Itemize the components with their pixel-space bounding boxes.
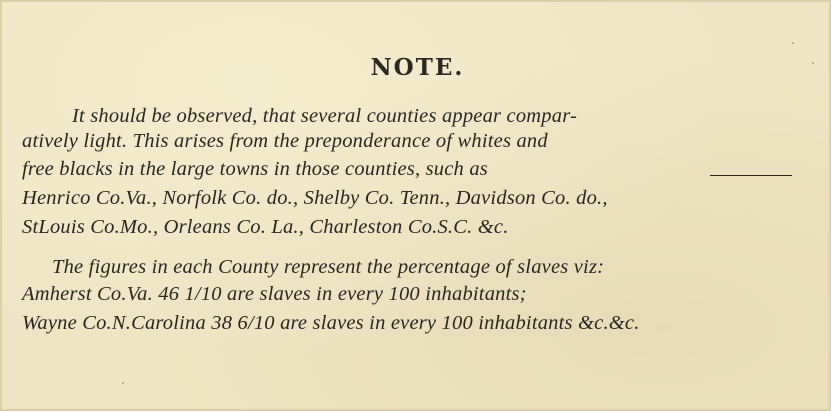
- paper-speck: [122, 382, 124, 384]
- note-line: StLouis Co.Mo., Orleans Co. La., Charleston Co.S.C. &c.: [22, 216, 509, 238]
- note-line: free blacks in the large towns in those counties, such as: [22, 158, 488, 180]
- note-line: It should be observed, that several counties appear compar-: [72, 105, 578, 127]
- dash-rule: [710, 175, 792, 176]
- note-line: Wayne Co.N.Carolina 38 6/10 are slaves in every 100 inhabitants &c.&c.: [22, 312, 640, 334]
- note-line: Amherst Co.Va. 46 1/10 are slaves in every 100 inhabitants;: [22, 283, 527, 305]
- paper-speck: [792, 42, 794, 44]
- paper-speck: [812, 62, 814, 64]
- note-line: Henrico Co.Va., Norfolk Co. do., Shelby Co. Tenn., Davidson Co. do.,: [22, 187, 608, 209]
- note-title: NOTE.: [370, 54, 465, 81]
- note-line: The figures in each County represent the percentage of slaves viz:: [52, 256, 605, 278]
- note-line: atively light. This arises from the preponderance of whites and: [22, 130, 548, 152]
